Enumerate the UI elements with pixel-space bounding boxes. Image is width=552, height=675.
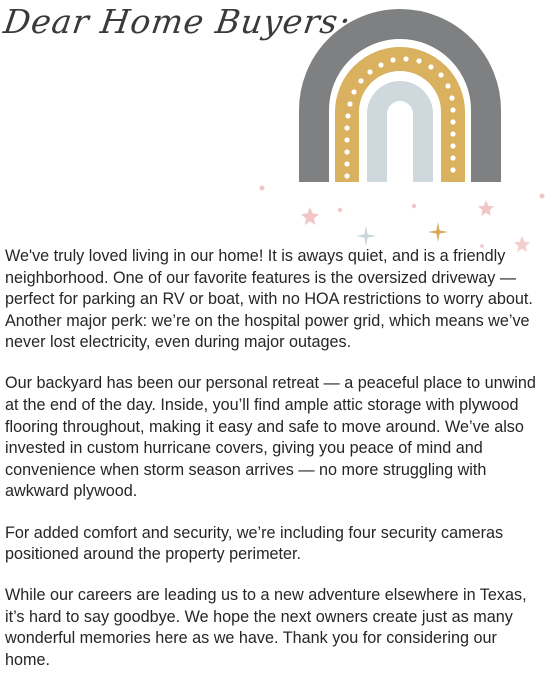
star-icon — [301, 207, 319, 225]
star-icon — [356, 226, 376, 246]
letter-paragraph: We've truly loved living in our home! It is aways quiet, and is a friendly neighborhood. One of our favorite features is the oversized driveway — perfect for parking an RV or boat, with no HOA restrictions to worry about. Another major perk: we’re on the hospital power grid, which means we’ve never lost electricity, even during major outages. — [5, 247, 533, 352]
rainbow-icon — [250, 0, 552, 262]
letter-paragraph: For added comfort and security, we’re including four security cameras positioned around the property perimeter. — [5, 523, 504, 564]
rainbow-inner-arc — [377, 91, 423, 182]
confetti-dots — [260, 186, 545, 249]
letter-body — [5, 246, 545, 672]
star-icon — [478, 200, 494, 216]
letter-greeting: Dear Home Buyers: — [1, 2, 354, 41]
star-icon — [428, 222, 448, 242]
letter-paragraph: While our careers are leading us to a new adventure elsewhere in Texas, it’s hard to say goodbye. We hope the next owners create just as many wonderful memories here as we have. Thank you for considering our home. — [5, 586, 527, 669]
rainbow-middle-arc — [347, 59, 453, 182]
letter-paragraph: Our backyard has been our personal retreat — a peaceful place to unwind at the end of the day. Inside, you’ll find ample attic storage with plywood flooring throughout, making it easy and safe to move around. We’ve also invested in custom hurricane covers, giving you peace of mind and convenience when storm season arrives — no more struggling with awkward plywood. — [5, 374, 536, 501]
